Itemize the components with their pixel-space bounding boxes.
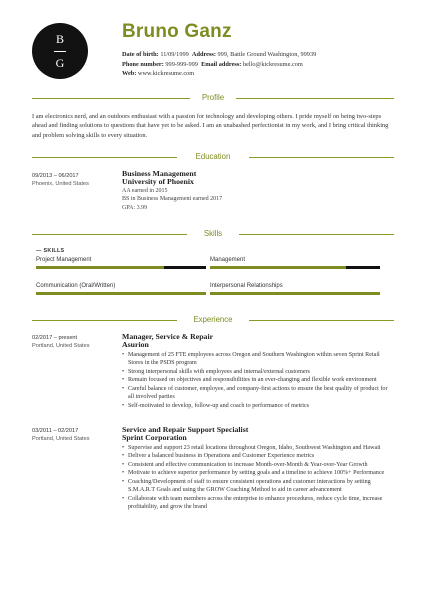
monogram-divider xyxy=(54,51,66,52)
email-value[interactable]: hello@kickresume.com xyxy=(242,60,303,68)
web-label: Web: xyxy=(122,70,137,78)
list-item: • Self-motivated to develop, follow-up and coach to performance of metrics xyxy=(122,402,394,411)
job-2-meta xyxy=(32,427,90,443)
education-school: University of Phoenix xyxy=(122,177,194,187)
job-date: 02/2017 – present xyxy=(32,335,78,341)
skill-bar xyxy=(210,292,380,295)
contact-block xyxy=(122,50,316,79)
education-section-header xyxy=(32,152,394,162)
education-location: Phoenix, United States xyxy=(32,181,89,187)
experience-section-header xyxy=(32,315,394,325)
list-item: • Remain focused on objectives and responsibilities in an ever-changing and flexible work environment xyxy=(122,376,394,385)
skill-bar-fill xyxy=(210,266,346,269)
contact-line-1 xyxy=(122,50,316,60)
monogram-logo xyxy=(32,23,88,79)
job-1-meta xyxy=(32,334,90,350)
list-item: • Management of 25 FTE employees across Oregon and Southern Washington within seven Sprint Retail Stores in the PSDS program xyxy=(122,351,394,368)
skill-label: Communication (Oral/Written) xyxy=(36,283,116,289)
section-rule-right xyxy=(236,98,394,99)
job-duties xyxy=(122,444,394,512)
skill-label: Interpersonal Relationships xyxy=(210,283,283,289)
list-item: • Consistent and effective communication to increase Month-over-Month & Year-over-Year Growth xyxy=(122,461,394,470)
job-location: Portland, United States xyxy=(32,343,90,349)
monogram-first-initial: B xyxy=(55,32,64,46)
skill-management xyxy=(210,256,380,269)
job-date: 03/2011 – 02/2017 xyxy=(32,428,79,434)
section-title-skills: Skills xyxy=(203,229,223,238)
section-rule-right xyxy=(249,320,394,321)
monogram-second-initial: G xyxy=(55,56,65,70)
job-title: Service and Repair Support Specialist xyxy=(122,425,249,434)
education-details xyxy=(122,170,392,212)
contact-line-2 xyxy=(122,60,316,70)
address-value: 999, Battle Ground Washington, 99939 xyxy=(217,51,317,58)
education-date: 09/2013 – 06/2017 xyxy=(32,173,79,179)
section-rule-right xyxy=(239,234,394,235)
list-item: • Motivate to achieve superior performance by setting goals and a timeline to achieve 100%+ Performance xyxy=(122,469,394,478)
list-item: • Careful balance of customer, employee, and company-first actions to ensure the best quality of product for all involved parties xyxy=(122,385,394,402)
skill-bar xyxy=(210,266,380,269)
contact-line-3 xyxy=(122,69,316,79)
profile-text: I am electronics nerd, and an outdoors enthusiast with a passion for technology and developing others. I pride myself on being two-steps ahead and finding solutions to questions that have yet to be asked. I am an unabashed perfectionist in my work, and I bring critical thinking and problem solving skills to every situation. xyxy=(32,113,389,139)
education-degree: Business Management xyxy=(122,169,197,178)
education-line-3: GPA: 3.99 xyxy=(122,204,148,211)
skill-bar-fill xyxy=(36,292,206,295)
skills-section-header xyxy=(32,229,394,239)
section-title-profile: Profile xyxy=(201,93,225,102)
list-item: • Collaborate with team members across the enterprise to enhance procedures, reduce cycle time, increase profitability, and grow the brand xyxy=(122,495,394,512)
candidate-name: Bruno Ganz xyxy=(122,21,232,42)
list-item: • Coaching/Development of staff to ensure consistent operations and customer interactions by setting S.M.A.R.T Goals and using the GROW Coaching Method to aid in career advancement xyxy=(122,478,394,495)
education-line-2: BS in Business Management earned 2017 xyxy=(122,196,223,203)
skill-project-management xyxy=(36,256,206,269)
dob-label: Date of birth: xyxy=(122,51,159,58)
job-2-details xyxy=(122,426,394,512)
skill-label: Project Management xyxy=(36,257,92,263)
section-rule-right xyxy=(249,157,394,158)
section-title-experience: Experience xyxy=(193,315,233,324)
address-label: Address: xyxy=(191,51,216,58)
web-value[interactable]: www.kickresume.com xyxy=(137,70,195,78)
skills-subheading: — SKILLS xyxy=(36,248,65,254)
list-item: • Strong interpersonal skills with employees and internal/external customers xyxy=(122,368,394,377)
skill-bar-fill xyxy=(36,266,164,269)
education-line-1: AA earned in 2015 xyxy=(122,187,168,194)
list-item: • Deliver a balanced business in Operations and Customer Experience metrics xyxy=(122,452,394,461)
job-1-details xyxy=(122,333,394,410)
job-company: Sprint Corporation xyxy=(122,433,187,443)
list-item: • Supervise and support 23 retail locations throughout Oregon, Idaho, Southwest Washington and Hawaii xyxy=(122,444,394,453)
skill-bar xyxy=(36,292,206,295)
job-title: Manager, Service & Repair xyxy=(122,332,214,341)
dob-value: 11/09/1999 xyxy=(160,51,189,58)
phone-label: Phone number: xyxy=(122,60,164,68)
skill-label: Management xyxy=(210,257,246,263)
job-location: Portland, United States xyxy=(32,436,90,442)
phone-value: 999-999-999 xyxy=(165,60,198,68)
job-duties xyxy=(122,351,394,411)
skill-bar xyxy=(36,266,206,269)
section-title-education: Education xyxy=(195,152,231,161)
skill-interpersonal xyxy=(210,282,380,295)
education-meta xyxy=(32,172,89,188)
skill-communication xyxy=(36,282,206,295)
job-company: Asurion xyxy=(122,340,149,350)
skill-bar-fill xyxy=(210,292,380,295)
email-label: Email address: xyxy=(201,60,242,68)
profile-section-header xyxy=(32,93,394,103)
